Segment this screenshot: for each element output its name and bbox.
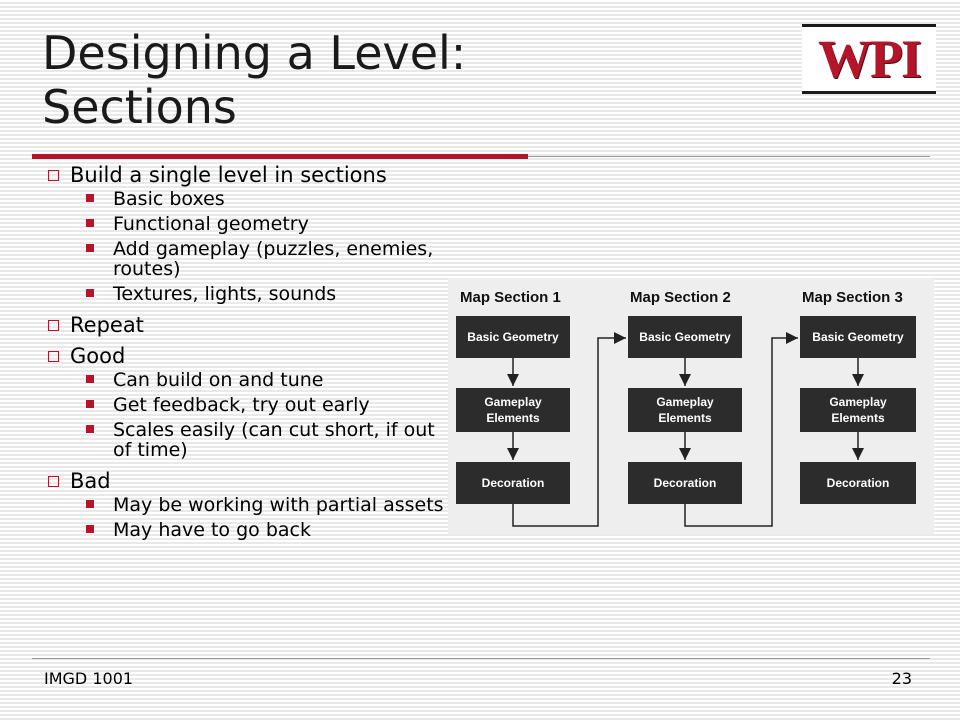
section-3-title: Map Section 3 [802, 289, 903, 306]
hollow-square-bullet-icon [48, 320, 59, 331]
filled-square-bullet-icon [86, 375, 94, 383]
section-2-basic-geometry-label: Basic Geometry [639, 330, 731, 344]
sub-bullet-item [48, 214, 448, 234]
sub-bullet-text: Scales easily (can cut short, if out of time) [113, 419, 435, 461]
title-line-1: Designing a Level: [42, 26, 467, 80]
bullet-text: Bad [70, 469, 111, 493]
section-2-title: Map Section 2 [630, 289, 731, 306]
wpi-logo [802, 24, 936, 94]
sub-bullet-item [48, 395, 448, 415]
section-1-gameplay-label: Gameplay Elements [484, 395, 542, 425]
logo-rule-bottom [802, 91, 936, 94]
sub-bullet-item [48, 520, 448, 540]
sub-bullet-item [48, 420, 448, 460]
slide-title [42, 26, 602, 134]
logo-text: WPI [818, 29, 920, 89]
logo-rule-top [802, 24, 936, 27]
filled-square-bullet-icon [86, 500, 94, 508]
bullet-item [48, 345, 448, 368]
section-3-decoration-label: Decoration [826, 476, 890, 490]
sub-bullet-text: May be working with partial assets [113, 494, 444, 516]
sub-bullet-item [48, 189, 448, 209]
sub-bullet-text: Add gameplay (puzzles, enemies, routes) [113, 238, 434, 280]
bullet-item [48, 470, 448, 493]
section-1-decoration-label: Decoration [481, 476, 545, 490]
sub-bullet-text: Basic boxes [113, 188, 225, 210]
filled-square-bullet-icon [86, 219, 94, 227]
sub-bullet-text: Textures, lights, sounds [113, 283, 337, 305]
bullet-text: Repeat [70, 313, 144, 337]
sub-bullet-item [48, 284, 448, 304]
footer-divider [32, 658, 930, 659]
filled-square-bullet-icon [86, 525, 94, 533]
hollow-square-bullet-icon [48, 351, 59, 362]
section-1-basic-geometry-label: Basic Geometry [467, 330, 559, 344]
sub-bullet-text: Functional geometry [113, 213, 309, 235]
footer-page-number: 23 [891, 669, 912, 688]
bullet-item [48, 164, 448, 187]
sub-bullet-item [48, 495, 448, 515]
footer-course: IMGD 1001 [44, 669, 134, 688]
filled-square-bullet-icon [86, 400, 94, 408]
sub-bullet-text: Can build on and tune [113, 369, 324, 391]
sub-bullet-text: May have to go back [113, 519, 311, 541]
title-divider-gray [528, 156, 930, 157]
section-3-basic-geometry-label: Basic Geometry [812, 330, 904, 344]
hollow-square-bullet-icon [48, 170, 59, 181]
hollow-square-bullet-icon [48, 476, 59, 487]
map-sections-diagram [448, 278, 934, 534]
section-2-gameplay-label: Gameplay Elements [656, 395, 714, 425]
section-3-gameplay-label: Gameplay Elements [829, 395, 887, 425]
title-line-2: Sections [42, 80, 237, 134]
sub-bullet-item [48, 370, 448, 390]
section-1-title: Map Section 1 [460, 289, 561, 306]
sub-bullet-text: Get feedback, try out early [113, 394, 370, 416]
sub-bullet-item [48, 239, 448, 279]
filled-square-bullet-icon [86, 289, 94, 297]
filled-square-bullet-icon [86, 425, 94, 433]
filled-square-bullet-icon [86, 244, 94, 252]
bullet-text: Good [70, 344, 126, 368]
bullet-list [48, 164, 448, 540]
bullet-text: Build a single level in sections [70, 163, 387, 187]
bullet-item [48, 314, 448, 337]
section-2-decoration-label: Decoration [653, 476, 717, 490]
filled-square-bullet-icon [86, 194, 94, 202]
title-divider-red [32, 154, 528, 159]
